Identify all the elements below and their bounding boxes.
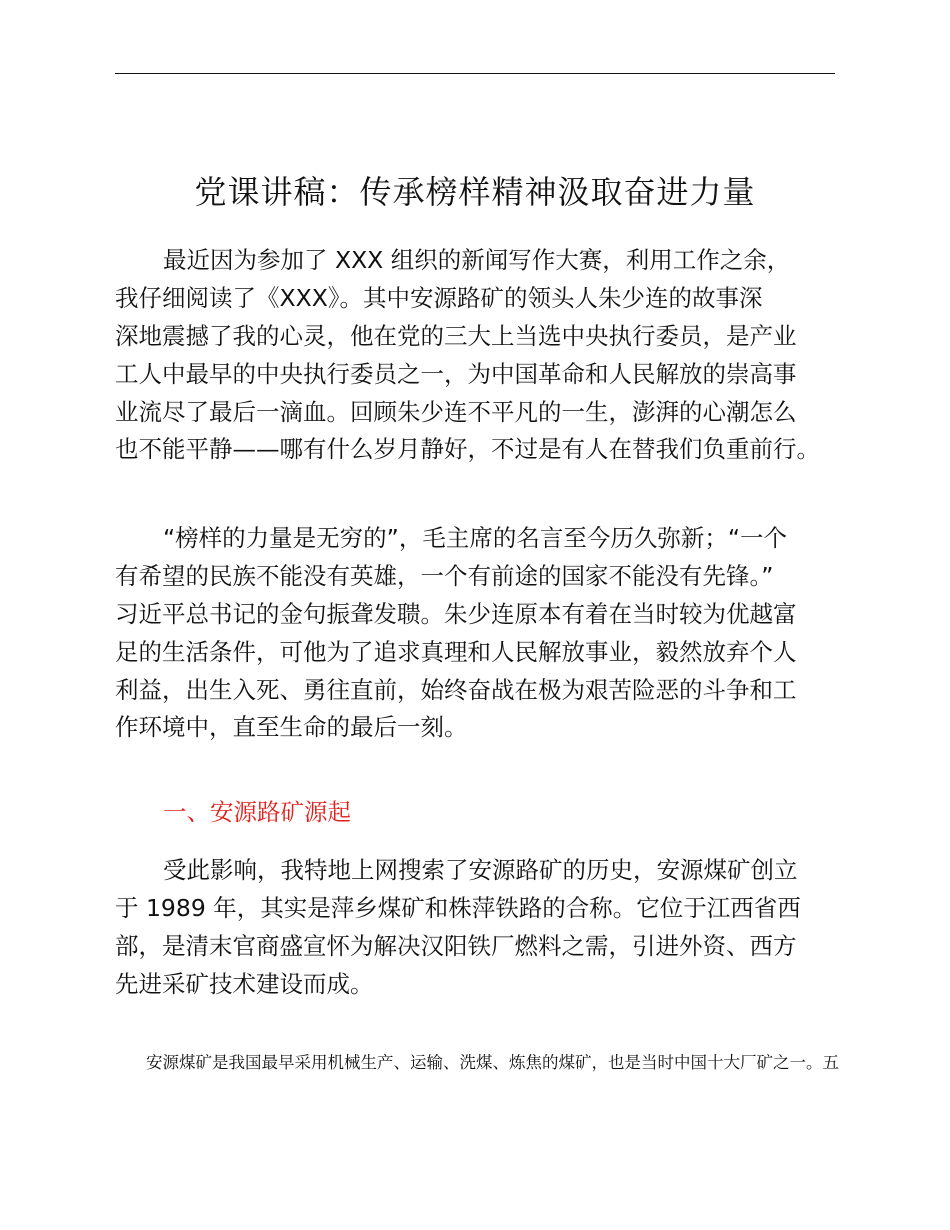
paragraph-line: 我仔细阅读了《XXX》。其中安源路矿的领头人朱少连的故事深	[115, 283, 763, 312]
paragraph-line: “榜样的力量是无穷的”，毛主席的名言至今历久弥新；“一个	[163, 524, 788, 552]
paragraph-line: 于 1989 年，其实是萍乡煤矿和株萍铁路的合称。它位于江西省西	[115, 893, 801, 922]
paragraph-1	[115, 242, 835, 469]
paragraph-line: 先进采矿技术建设而成。	[115, 969, 374, 998]
paragraph-line: 深地震撼了我的心灵，他在党的三大上当选中央执行委员，是产业	[115, 321, 797, 350]
paragraph-line: 部，是清末官商盛宣怀为解决汉阳铁厂燃料之需，引进外资、西方	[115, 931, 797, 960]
paragraph-line: 习近平总书记的金句振聋发聩。朱少连原本有着在当时较为优越富	[115, 599, 797, 628]
paragraph-line: 足的生活条件，可他为了追求真理和人民解放事业，毅然放弃个人	[115, 637, 797, 666]
paragraph-line: 业流尽了最后一滴血。回顾朱少连不平凡的一生，澎湃的心潮怎么	[115, 397, 797, 426]
paragraph-line: 受此影响，我特地上网搜索了安源路矿的历史，安源煤矿创立	[163, 856, 798, 884]
footer-text-line: 安源煤矿是我国最早采用机械生产、运输、洗煤、炼焦的煤矿，也是当时中国十大厂矿之一。五	[146, 1053, 839, 1072]
paragraph-line: 作环境中，直至生命的最后一刻。	[115, 713, 468, 742]
paragraph-3	[115, 852, 835, 1004]
paragraph-2	[115, 520, 835, 747]
section-heading: 一、安源路矿源起	[163, 798, 351, 826]
page-title: 党课讲稿：传承榜样精神汲取奋进力量	[194, 173, 756, 211]
header-rule	[115, 73, 835, 74]
paragraph-line: 也不能平静——哪有什么岁月静好，不过是有人在替我们负重前行。	[115, 435, 820, 464]
paragraph-line: 工人中最早的中央执行委员之一，为中国革命和人民解放的崇高事	[115, 359, 797, 388]
paragraph-line: 有希望的民族不能没有英雄，一个有前途的国家不能没有先锋。”	[115, 561, 774, 590]
paragraph-line: 利益，出生入死、勇往直前，始终奋战在极为艰苦险恶的斗争和工	[115, 675, 797, 704]
paragraph-line: 最近因为参加了 XXX 组织的新闻写作大赛，利用工作之余，	[163, 246, 791, 274]
